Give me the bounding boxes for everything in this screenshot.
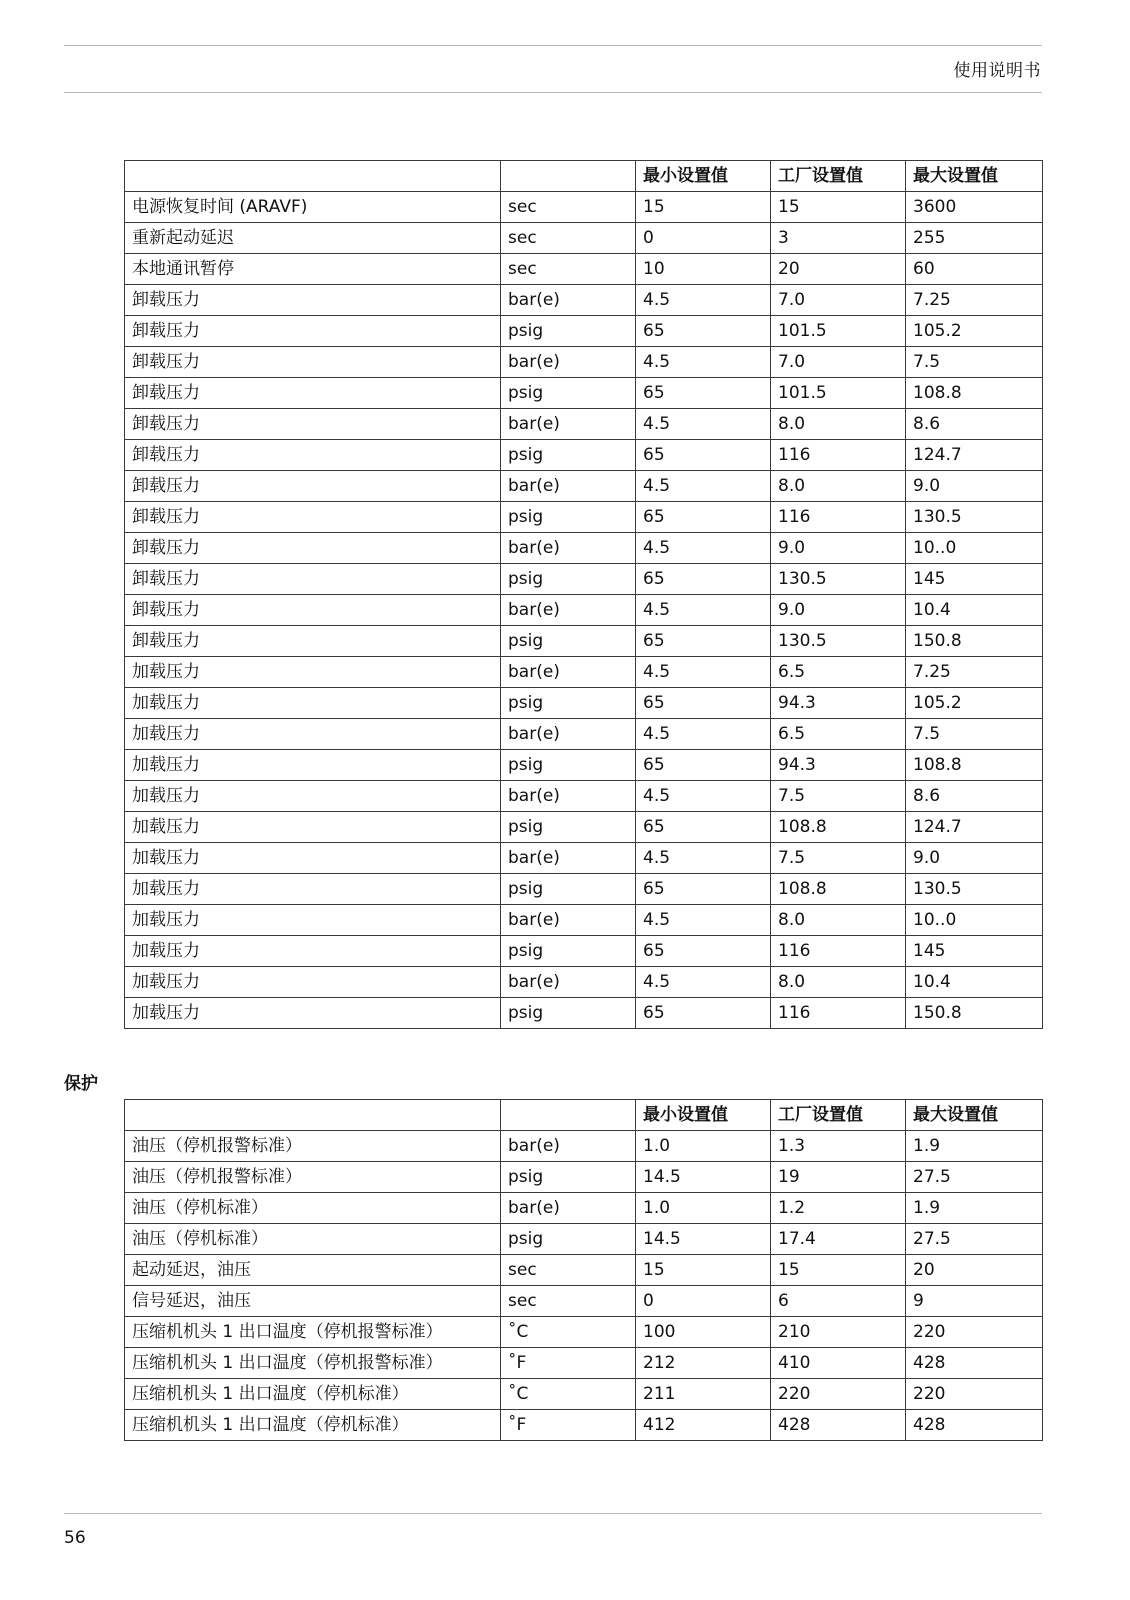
unit-cell: sec — [501, 192, 636, 223]
min-value-cell: 100 — [636, 1317, 771, 1348]
table-row — [125, 657, 1043, 688]
footer-rule — [64, 1513, 1042, 1514]
unit-cell: bar(e) — [501, 719, 636, 750]
table-row — [125, 688, 1043, 719]
document-title: 使用说明书 — [953, 61, 1041, 81]
max-value-cell: 27.5 — [906, 1224, 1043, 1255]
max-value-cell: 7.25 — [906, 285, 1043, 316]
table-row — [125, 750, 1043, 781]
min-value-cell: 4.5 — [636, 409, 771, 440]
parameter-cell: 卸载压力 — [125, 471, 501, 502]
max-value-cell: 1.9 — [906, 1131, 1043, 1162]
parameter-cell: 压缩机机头 1 出口温度（停机标准） — [125, 1379, 501, 1410]
factory-value-cell: 6 — [771, 1286, 906, 1317]
unit-cell: bar(e) — [501, 347, 636, 378]
parameter-cell: 起动延迟，油压 — [125, 1255, 501, 1286]
unit-cell: sec — [501, 1255, 636, 1286]
table-row — [125, 1255, 1043, 1286]
table-row — [125, 967, 1043, 998]
factory-value-cell: 1.3 — [771, 1131, 906, 1162]
unit-cell: bar(e) — [501, 843, 636, 874]
parameter-cell: 加载压力 — [125, 905, 501, 936]
unit-cell: bar(e) — [501, 533, 636, 564]
min-value-cell: 65 — [636, 502, 771, 533]
table-row — [125, 905, 1043, 936]
factory-value-cell: 17.4 — [771, 1224, 906, 1255]
unit-cell: bar(e) — [501, 905, 636, 936]
max-value-cell: 7.5 — [906, 719, 1043, 750]
factory-value-cell: 108.8 — [771, 812, 906, 843]
min-value-cell: 4.5 — [636, 285, 771, 316]
parameter-cell: 加载压力 — [125, 688, 501, 719]
parameter-cell: 卸载压力 — [125, 285, 501, 316]
min-value-cell: 4.5 — [636, 595, 771, 626]
max-value-cell: 8.6 — [906, 781, 1043, 812]
unit-cell: bar(e) — [501, 1193, 636, 1224]
table-row — [125, 471, 1043, 502]
parameter-cell: 压缩机机头 1 出口温度（停机报警标准） — [125, 1348, 501, 1379]
max-value-cell: 428 — [906, 1348, 1043, 1379]
factory-value-cell: 116 — [771, 502, 906, 533]
parameter-cell: 压缩机机头 1 出口温度（停机标准） — [125, 1410, 501, 1441]
column-header: 工厂设置值 — [771, 161, 906, 192]
page-number: 56 — [64, 1528, 86, 1548]
parameter-cell: 卸载压力 — [125, 378, 501, 409]
min-value-cell: 4.5 — [636, 843, 771, 874]
parameter-cell: 卸载压力 — [125, 316, 501, 347]
min-value-cell: 65 — [636, 750, 771, 781]
max-value-cell: 145 — [906, 936, 1043, 967]
factory-value-cell: 9.0 — [771, 533, 906, 564]
max-value-cell: 130.5 — [906, 874, 1043, 905]
max-value-cell: 220 — [906, 1379, 1043, 1410]
parameter-cell: 重新起动延迟 — [125, 223, 501, 254]
parameter-cell: 加载压力 — [125, 936, 501, 967]
unit-cell: psig — [501, 502, 636, 533]
factory-value-cell: 94.3 — [771, 688, 906, 719]
table-row — [125, 1224, 1043, 1255]
max-value-cell: 108.8 — [906, 378, 1043, 409]
table-row — [125, 1348, 1043, 1379]
unit-cell: psig — [501, 1162, 636, 1193]
table-row — [125, 285, 1043, 316]
factory-value-cell: 8.0 — [771, 471, 906, 502]
table-header-row — [125, 161, 1043, 192]
column-header — [125, 1100, 501, 1131]
max-value-cell: 9 — [906, 1286, 1043, 1317]
header-bottom-rule — [64, 92, 1042, 93]
parameter-cell: 加载压力 — [125, 967, 501, 998]
parameter-cell: 卸载压力 — [125, 564, 501, 595]
unit-cell: bar(e) — [501, 595, 636, 626]
parameter-cell: 加载压力 — [125, 781, 501, 812]
max-value-cell: 1.9 — [906, 1193, 1043, 1224]
min-value-cell: 0 — [636, 1286, 771, 1317]
settings-table-header — [125, 161, 1043, 192]
factory-value-cell: 19 — [771, 1162, 906, 1193]
table-row — [125, 781, 1043, 812]
unit-cell: ˚F — [501, 1348, 636, 1379]
table-row — [125, 1131, 1043, 1162]
factory-value-cell: 116 — [771, 998, 906, 1029]
parameter-cell: 卸载压力 — [125, 347, 501, 378]
unit-cell: bar(e) — [501, 781, 636, 812]
factory-value-cell: 94.3 — [771, 750, 906, 781]
unit-cell: bar(e) — [501, 1131, 636, 1162]
min-value-cell: 212 — [636, 1348, 771, 1379]
factory-value-cell: 101.5 — [771, 316, 906, 347]
unit-cell: psig — [501, 998, 636, 1029]
column-header: 工厂设置值 — [771, 1100, 906, 1131]
factory-value-cell: 3 — [771, 223, 906, 254]
factory-value-cell: 20 — [771, 254, 906, 285]
unit-cell: psig — [501, 750, 636, 781]
table-row — [125, 998, 1043, 1029]
table-header-row — [125, 1100, 1043, 1131]
unit-cell: ˚F — [501, 1410, 636, 1441]
min-value-cell: 65 — [636, 998, 771, 1029]
protection-table-body — [125, 1131, 1043, 1441]
max-value-cell: 27.5 — [906, 1162, 1043, 1193]
header-top-rule — [64, 45, 1042, 46]
table-row — [125, 874, 1043, 905]
max-value-cell: 7.5 — [906, 347, 1043, 378]
unit-cell: sec — [501, 254, 636, 285]
factory-value-cell: 15 — [771, 192, 906, 223]
max-value-cell: 105.2 — [906, 316, 1043, 347]
parameter-cell: 卸载压力 — [125, 595, 501, 626]
max-value-cell: 255 — [906, 223, 1043, 254]
factory-value-cell: 8.0 — [771, 905, 906, 936]
min-value-cell: 65 — [636, 812, 771, 843]
min-value-cell: 65 — [636, 626, 771, 657]
unit-cell: sec — [501, 1286, 636, 1317]
unit-cell: bar(e) — [501, 657, 636, 688]
max-value-cell: 10.4 — [906, 595, 1043, 626]
unit-cell: bar(e) — [501, 967, 636, 998]
parameter-cell: 加载压力 — [125, 874, 501, 905]
unit-cell: psig — [501, 316, 636, 347]
min-value-cell: 15 — [636, 1255, 771, 1286]
factory-value-cell: 7.5 — [771, 843, 906, 874]
settings-table — [124, 160, 1043, 1029]
max-value-cell: 150.8 — [906, 626, 1043, 657]
table-row — [125, 1162, 1043, 1193]
parameter-cell: 卸载压力 — [125, 626, 501, 657]
parameter-cell: 卸载压力 — [125, 502, 501, 533]
factory-value-cell: 7.5 — [771, 781, 906, 812]
parameter-cell: 油压（停机报警标准） — [125, 1162, 501, 1193]
table-row — [125, 564, 1043, 595]
parameter-cell: 卸载压力 — [125, 409, 501, 440]
table-row — [125, 533, 1043, 564]
min-value-cell: 4.5 — [636, 471, 771, 502]
min-value-cell: 14.5 — [636, 1162, 771, 1193]
table-row — [125, 1410, 1043, 1441]
min-value-cell: 4.5 — [636, 657, 771, 688]
factory-value-cell: 8.0 — [771, 409, 906, 440]
table-row — [125, 1193, 1043, 1224]
unit-cell: psig — [501, 812, 636, 843]
max-value-cell: 220 — [906, 1317, 1043, 1348]
protection-table — [124, 1099, 1043, 1441]
max-value-cell: 150.8 — [906, 998, 1043, 1029]
table-row — [125, 812, 1043, 843]
unit-cell: psig — [501, 688, 636, 719]
column-header: 最小设置值 — [636, 1100, 771, 1131]
max-value-cell: 7.25 — [906, 657, 1043, 688]
unit-cell: psig — [501, 626, 636, 657]
parameter-cell: 卸载压力 — [125, 440, 501, 471]
min-value-cell: 65 — [636, 316, 771, 347]
min-value-cell: 14.5 — [636, 1224, 771, 1255]
table-row — [125, 378, 1043, 409]
max-value-cell: 3600 — [906, 192, 1043, 223]
table-row — [125, 223, 1043, 254]
max-value-cell: 10.4 — [906, 967, 1043, 998]
unit-cell: ˚C — [501, 1317, 636, 1348]
factory-value-cell: 1.2 — [771, 1193, 906, 1224]
factory-value-cell: 8.0 — [771, 967, 906, 998]
parameter-cell: 加载压力 — [125, 843, 501, 874]
parameter-cell: 压缩机机头 1 出口温度（停机报警标准） — [125, 1317, 501, 1348]
factory-value-cell: 7.0 — [771, 347, 906, 378]
table-row — [125, 1317, 1043, 1348]
unit-cell: bar(e) — [501, 285, 636, 316]
factory-value-cell: 130.5 — [771, 564, 906, 595]
factory-value-cell: 15 — [771, 1255, 906, 1286]
unit-cell: psig — [501, 378, 636, 409]
factory-value-cell: 410 — [771, 1348, 906, 1379]
min-value-cell: 0 — [636, 223, 771, 254]
min-value-cell: 4.5 — [636, 967, 771, 998]
min-value-cell: 4.5 — [636, 719, 771, 750]
unit-cell: bar(e) — [501, 471, 636, 502]
max-value-cell: 124.7 — [906, 812, 1043, 843]
unit-cell: psig — [501, 874, 636, 905]
max-value-cell: 145 — [906, 564, 1043, 595]
factory-value-cell: 6.5 — [771, 657, 906, 688]
max-value-cell: 9.0 — [906, 471, 1043, 502]
min-value-cell: 1.0 — [636, 1131, 771, 1162]
table-row — [125, 192, 1043, 223]
column-header: 最小设置值 — [636, 161, 771, 192]
table-row — [125, 502, 1043, 533]
max-value-cell: 9.0 — [906, 843, 1043, 874]
max-value-cell: 8.6 — [906, 409, 1043, 440]
min-value-cell: 412 — [636, 1410, 771, 1441]
max-value-cell: 130.5 — [906, 502, 1043, 533]
max-value-cell: 108.8 — [906, 750, 1043, 781]
min-value-cell: 65 — [636, 688, 771, 719]
factory-value-cell: 220 — [771, 1379, 906, 1410]
unit-cell: psig — [501, 440, 636, 471]
min-value-cell: 65 — [636, 378, 771, 409]
table-row — [125, 409, 1043, 440]
table-row — [125, 347, 1043, 378]
column-header: 最大设置值 — [906, 1100, 1043, 1131]
unit-cell: sec — [501, 223, 636, 254]
parameter-cell: 加载压力 — [125, 657, 501, 688]
table-row — [125, 843, 1043, 874]
parameter-cell: 电源恢复时间 (ARAVF) — [125, 192, 501, 223]
table-row — [125, 1379, 1043, 1410]
max-value-cell: 428 — [906, 1410, 1043, 1441]
max-value-cell: 10..0 — [906, 533, 1043, 564]
table-row — [125, 626, 1043, 657]
factory-value-cell: 130.5 — [771, 626, 906, 657]
min-value-cell: 65 — [636, 440, 771, 471]
protection-heading: 保护 — [64, 1074, 98, 1094]
min-value-cell: 65 — [636, 936, 771, 967]
parameter-cell: 加载压力 — [125, 750, 501, 781]
unit-cell: ˚C — [501, 1379, 636, 1410]
parameter-cell: 卸载压力 — [125, 533, 501, 564]
unit-cell: psig — [501, 936, 636, 967]
table-row — [125, 936, 1043, 967]
settings-table-body — [125, 192, 1043, 1029]
factory-value-cell: 9.0 — [771, 595, 906, 626]
min-value-cell: 4.5 — [636, 533, 771, 564]
table-row — [125, 254, 1043, 285]
protection-table-header — [125, 1100, 1043, 1131]
factory-value-cell: 116 — [771, 936, 906, 967]
min-value-cell: 211 — [636, 1379, 771, 1410]
min-value-cell: 65 — [636, 564, 771, 595]
factory-value-cell: 6.5 — [771, 719, 906, 750]
unit-cell: bar(e) — [501, 409, 636, 440]
factory-value-cell: 116 — [771, 440, 906, 471]
min-value-cell: 4.5 — [636, 347, 771, 378]
factory-value-cell: 101.5 — [771, 378, 906, 409]
unit-cell: psig — [501, 564, 636, 595]
parameter-cell: 加载压力 — [125, 719, 501, 750]
table-row — [125, 1286, 1043, 1317]
column-header — [501, 1100, 636, 1131]
parameter-cell: 油压（停机标准） — [125, 1224, 501, 1255]
column-header: 最大设置值 — [906, 161, 1043, 192]
max-value-cell: 124.7 — [906, 440, 1043, 471]
unit-cell: psig — [501, 1224, 636, 1255]
parameter-cell: 加载压力 — [125, 812, 501, 843]
table-row — [125, 719, 1043, 750]
factory-value-cell: 108.8 — [771, 874, 906, 905]
table-row — [125, 316, 1043, 347]
parameter-cell: 油压（停机报警标准） — [125, 1131, 501, 1162]
factory-value-cell: 428 — [771, 1410, 906, 1441]
max-value-cell: 20 — [906, 1255, 1043, 1286]
min-value-cell: 1.0 — [636, 1193, 771, 1224]
parameter-cell: 加载压力 — [125, 998, 501, 1029]
column-header — [501, 161, 636, 192]
min-value-cell: 4.5 — [636, 781, 771, 812]
parameter-cell: 本地通讯暂停 — [125, 254, 501, 285]
min-value-cell: 65 — [636, 874, 771, 905]
parameter-cell: 信号延迟，油压 — [125, 1286, 501, 1317]
min-value-cell: 10 — [636, 254, 771, 285]
min-value-cell: 4.5 — [636, 905, 771, 936]
column-header — [125, 161, 501, 192]
parameter-cell: 油压（停机标准） — [125, 1193, 501, 1224]
min-value-cell: 15 — [636, 192, 771, 223]
max-value-cell: 10..0 — [906, 905, 1043, 936]
table-row — [125, 440, 1043, 471]
table-row — [125, 595, 1043, 626]
max-value-cell: 105.2 — [906, 688, 1043, 719]
factory-value-cell: 7.0 — [771, 285, 906, 316]
max-value-cell: 60 — [906, 254, 1043, 285]
factory-value-cell: 210 — [771, 1317, 906, 1348]
